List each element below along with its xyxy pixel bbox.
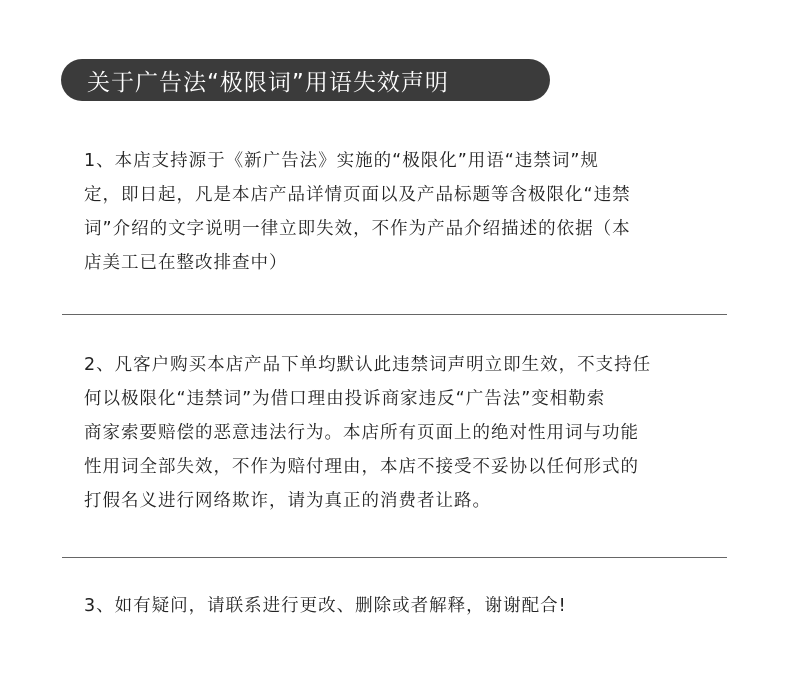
statement-line: 2、凡客户购买本店产品下单均默认此违禁词声明立即生效，不支持任 <box>84 355 652 375</box>
statement-line: 商家索要赔偿的恶意违法行为。本店所有页面上的绝对性用词与功能 <box>84 423 639 443</box>
statement-section-3 <box>84 589 724 623</box>
statement-section-2 <box>84 348 724 518</box>
page-title: 关于广告法“极限词”用语失效声明 <box>87 69 449 96</box>
statement-line: 何以极限化“违禁词”为借口理由投诉商家违反“广告法”变相勒索 <box>84 389 606 409</box>
section-divider <box>62 314 727 315</box>
section-divider <box>62 557 727 558</box>
statement-line: 店美工已在整改排查中） <box>84 253 288 273</box>
statement-line: 打假名义进行网络欺诈，请为真正的消费者让路。 <box>84 491 491 511</box>
statement-line: 3、如有疑问，请联系进行更改、删除或者解释，谢谢配合! <box>84 596 567 616</box>
statement-line: 性用词全部失效，不作为赔付理由，本店不接受不妥协以任何形式的 <box>84 457 639 477</box>
title-banner <box>61 59 550 101</box>
statement-line: 1、本店支持源于《新广告法》实施的“极限化”用语“违禁词”规 <box>84 151 599 171</box>
statement-line: 定，即日起，凡是本店产品详情页面以及产品标题等含极限化“违禁 <box>84 185 631 205</box>
statement-section-1 <box>84 144 724 280</box>
statement-line: 词”介绍的文字说明一律立即失效，不作为产品介绍描述的依据（本 <box>84 219 631 239</box>
